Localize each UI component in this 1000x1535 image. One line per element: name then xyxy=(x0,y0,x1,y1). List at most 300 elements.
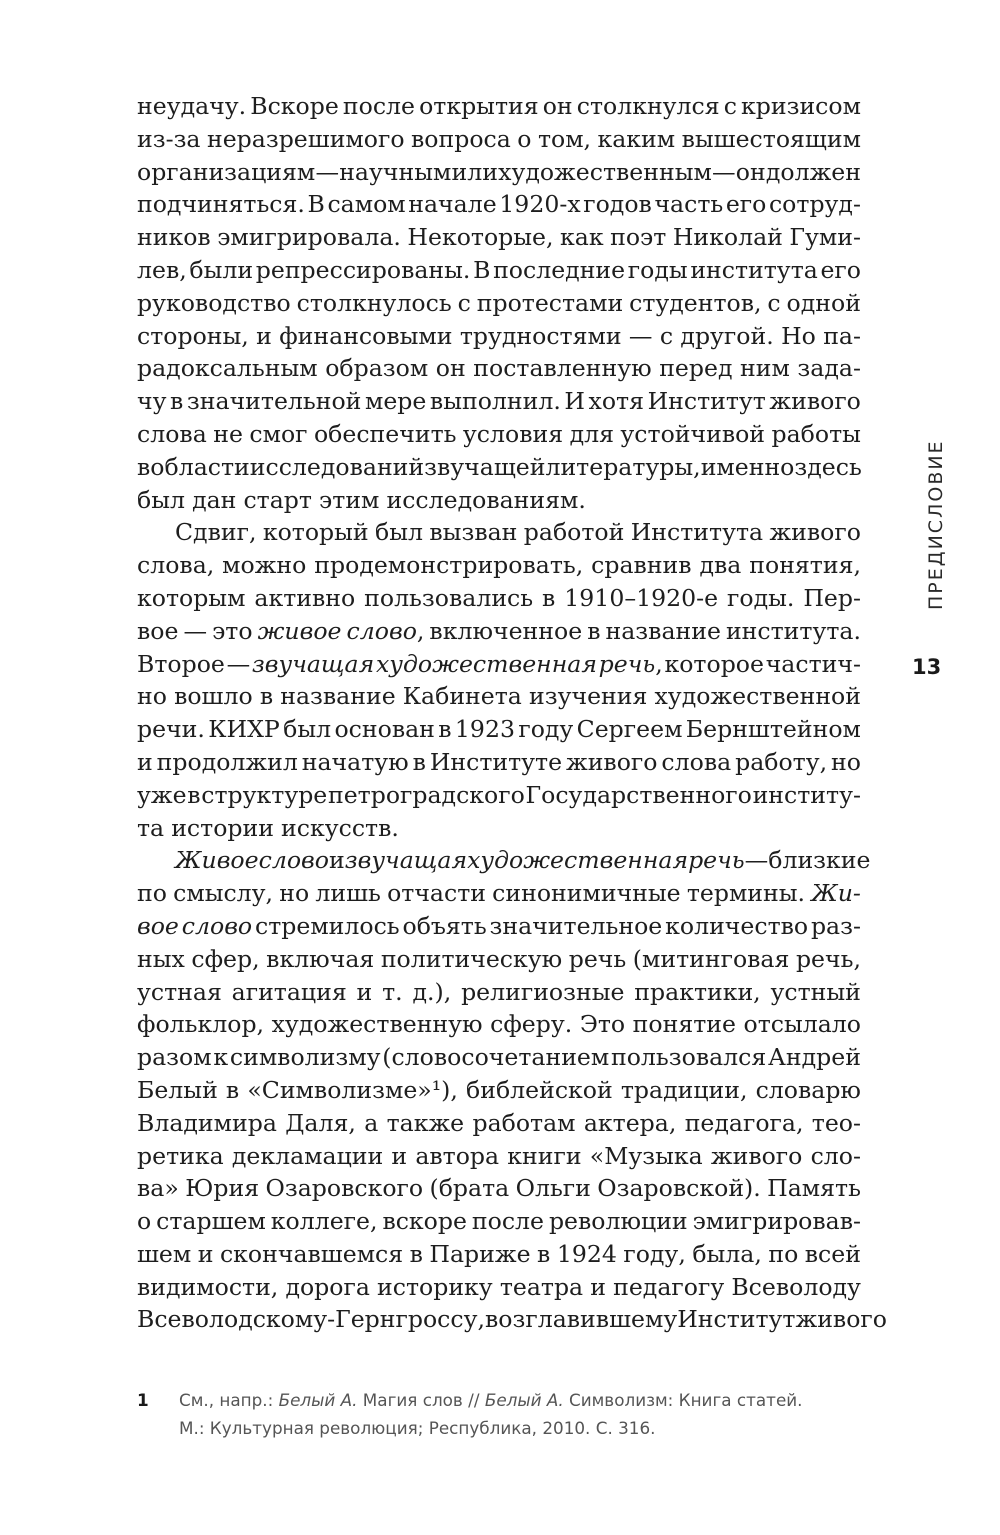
word-segment: начатую xyxy=(301,747,409,776)
word-segment: актера, xyxy=(583,1108,677,1137)
word xyxy=(260,680,273,713)
word xyxy=(735,746,827,779)
footnote-text: Белый А. xyxy=(484,1390,564,1410)
word xyxy=(280,680,395,713)
word xyxy=(175,844,259,877)
word-segment: и xyxy=(329,846,345,875)
word xyxy=(314,549,583,582)
word-segment: понятия, xyxy=(749,551,861,580)
word xyxy=(137,943,185,976)
word xyxy=(252,648,374,681)
body-line xyxy=(137,746,861,779)
word-segment: религиозные xyxy=(461,977,625,1006)
body-line xyxy=(137,1238,861,1271)
word xyxy=(407,221,553,254)
word-segment: он xyxy=(735,157,766,186)
word-segment: И xyxy=(564,387,585,416)
body-line xyxy=(137,1041,861,1074)
word-segment: но xyxy=(137,682,167,711)
word xyxy=(665,910,808,943)
word xyxy=(795,1303,886,1336)
word xyxy=(499,188,580,221)
word xyxy=(633,943,790,976)
word xyxy=(430,1172,510,1205)
word-segment: том, xyxy=(537,124,592,153)
body-line xyxy=(137,516,861,549)
word xyxy=(590,1271,606,1304)
word-segment: неразрешимого xyxy=(206,124,405,153)
word xyxy=(382,976,403,1009)
word-segment: (брата xyxy=(429,1174,510,1203)
word xyxy=(137,648,225,681)
word-segment: слова xyxy=(661,747,732,776)
word xyxy=(327,188,405,221)
word-segment: , xyxy=(655,649,663,678)
word-segment: живого xyxy=(769,387,861,416)
word xyxy=(811,877,861,910)
word-segment: в xyxy=(542,583,556,612)
word-segment: па- xyxy=(823,321,861,350)
word-segment: одной xyxy=(786,288,861,317)
word-segment: чу xyxy=(137,387,167,416)
word-segment: в xyxy=(225,1075,240,1104)
word xyxy=(391,1140,407,1173)
word-segment: исследований xyxy=(249,452,425,481)
word-segment: фольклор, xyxy=(137,1010,265,1039)
word xyxy=(347,615,425,648)
word-segment: Второе xyxy=(137,649,225,678)
word xyxy=(623,1238,685,1271)
word-segment: финансовыми xyxy=(279,321,453,350)
word xyxy=(285,1271,369,1304)
word-segment: объять xyxy=(402,911,487,940)
word xyxy=(137,976,222,1009)
word xyxy=(538,123,591,156)
word xyxy=(766,648,861,681)
footnote-line xyxy=(137,1386,861,1414)
word-segment: дан xyxy=(192,485,237,514)
word-segment: Даля, xyxy=(285,1108,356,1137)
body-line xyxy=(137,1172,861,1205)
word xyxy=(811,910,861,943)
word-segment: синонимичные xyxy=(492,879,681,908)
word-segment: в xyxy=(170,387,184,416)
word xyxy=(701,451,795,484)
word-segment: образом xyxy=(325,354,429,383)
word xyxy=(429,516,517,549)
word-segment: которым xyxy=(137,583,246,612)
word xyxy=(660,320,673,353)
word-segment: работы xyxy=(771,419,861,448)
word xyxy=(591,549,691,582)
word-segment: словарю xyxy=(755,1075,861,1104)
word-segment: именно xyxy=(700,452,795,481)
word-segment: литературы, xyxy=(545,452,701,481)
word xyxy=(429,1238,530,1271)
word xyxy=(256,254,471,287)
word xyxy=(620,418,765,451)
word-segment: столкнулось xyxy=(296,288,452,317)
word xyxy=(820,254,861,287)
word-segment: смыслу, xyxy=(173,879,274,908)
word xyxy=(629,320,653,353)
word xyxy=(256,320,272,353)
word xyxy=(258,615,342,648)
word xyxy=(157,746,298,779)
word-segment: Института xyxy=(630,518,764,547)
word-segment: в xyxy=(187,780,201,809)
word-segment: педагога, xyxy=(684,1108,804,1137)
word xyxy=(766,156,861,189)
word xyxy=(655,680,861,713)
word-segment: выполнил. xyxy=(429,387,561,416)
word-segment: здесь xyxy=(794,452,862,481)
word xyxy=(490,910,663,943)
word-segment: шем xyxy=(137,1239,192,1268)
word xyxy=(564,385,585,418)
word xyxy=(812,1107,861,1140)
word-segment: вошло xyxy=(174,682,253,711)
word-segment: мере xyxy=(364,387,427,416)
body-line xyxy=(137,1140,861,1173)
word xyxy=(461,976,624,1009)
word-segment: вышестоящим xyxy=(681,124,861,153)
word-segment: речи. xyxy=(137,715,205,744)
word xyxy=(137,1074,218,1107)
word xyxy=(805,1238,861,1271)
word-segment: художественным xyxy=(498,157,712,186)
word-segment: после xyxy=(342,92,415,120)
word-segment: живого xyxy=(769,518,861,547)
word xyxy=(590,1140,703,1173)
word-segment: вое xyxy=(137,911,179,940)
word xyxy=(263,516,369,549)
word-segment: живого xyxy=(795,1305,887,1334)
word xyxy=(690,254,818,287)
word-segment: о xyxy=(517,124,532,153)
word xyxy=(137,418,207,451)
word-segment: годы xyxy=(627,255,688,284)
word xyxy=(387,1107,465,1140)
word-segment: Андрей xyxy=(768,1043,861,1072)
word xyxy=(566,746,657,779)
word-segment: Пер- xyxy=(803,583,861,612)
word xyxy=(436,352,466,385)
word xyxy=(768,1238,798,1271)
word-segment: книги xyxy=(507,1141,582,1170)
word-segment: библейской xyxy=(466,1075,613,1104)
word-segment: петроградского xyxy=(327,780,525,809)
word xyxy=(712,156,736,189)
word-segment: — xyxy=(712,157,736,186)
word xyxy=(386,484,585,517)
word-segment: самом xyxy=(327,190,406,219)
word xyxy=(285,1107,356,1140)
word-segment: термины. xyxy=(686,879,806,908)
word xyxy=(570,418,614,451)
word-segment: название xyxy=(605,616,721,645)
word-segment: отсылало xyxy=(743,1010,861,1039)
word-segment: но xyxy=(279,879,310,908)
word xyxy=(463,418,563,451)
word xyxy=(137,287,291,320)
word-segment: году, xyxy=(623,1239,686,1268)
word-segment: театра xyxy=(499,1272,584,1301)
word xyxy=(137,484,185,517)
word xyxy=(473,254,490,287)
word-segment: в xyxy=(412,747,426,776)
word xyxy=(769,188,861,221)
word xyxy=(230,1041,381,1074)
body-line xyxy=(137,713,861,746)
word xyxy=(137,713,205,746)
body-line xyxy=(137,1303,887,1336)
word xyxy=(174,680,253,713)
word-segment: каким xyxy=(597,124,676,153)
body-line xyxy=(137,1074,861,1107)
word-segment: 1923 xyxy=(454,715,515,744)
word-segment: отчасти xyxy=(387,879,486,908)
word xyxy=(137,352,318,385)
word-segment: и xyxy=(197,1239,214,1268)
word-segment: по xyxy=(137,879,167,908)
word-segment: с xyxy=(457,288,471,317)
body-line xyxy=(137,1205,861,1238)
body-line xyxy=(137,385,861,418)
word xyxy=(769,516,860,549)
word xyxy=(680,320,773,353)
word xyxy=(249,418,307,451)
word-segment: художественную xyxy=(271,1010,483,1039)
word xyxy=(518,713,573,746)
word xyxy=(137,680,167,713)
word-segment: 1920-х xyxy=(499,190,581,219)
word-segment: Государственного xyxy=(525,780,752,809)
body-line xyxy=(137,1271,861,1304)
word xyxy=(137,320,249,353)
word-segment: понятие xyxy=(632,1010,736,1039)
word-segment: протестами xyxy=(476,288,624,317)
word xyxy=(767,1172,861,1205)
word xyxy=(659,352,732,385)
word xyxy=(648,385,766,418)
word-segment: условия xyxy=(462,419,564,448)
word-segment: научным xyxy=(339,157,452,186)
word-segment: Некоторые, xyxy=(407,223,554,252)
word xyxy=(339,156,451,189)
word-segment: революции xyxy=(548,1207,688,1236)
word xyxy=(375,516,423,549)
word xyxy=(175,516,256,549)
word xyxy=(526,779,752,812)
word-segment: педагогу xyxy=(613,1272,725,1301)
word-segment: которое xyxy=(664,649,764,678)
word-segment: вопроса xyxy=(411,124,511,153)
word-segment: не xyxy=(213,419,243,448)
word xyxy=(767,287,780,320)
word-segment: частич- xyxy=(765,649,861,678)
word-segment: лишь xyxy=(315,879,381,908)
footnote-text: Магия слов // xyxy=(357,1390,485,1410)
word-segment: обеспечить xyxy=(313,419,457,448)
running-head: ПРЕДИСЛОВИЕ xyxy=(925,439,947,610)
word-segment: слова xyxy=(137,419,207,448)
word-segment: с xyxy=(767,288,781,317)
word-segment: и xyxy=(590,1272,606,1301)
word xyxy=(726,188,767,221)
word xyxy=(308,188,325,221)
word-segment: сфер, xyxy=(191,944,260,973)
word xyxy=(587,615,600,648)
word xyxy=(171,812,274,845)
word xyxy=(584,1107,677,1140)
word xyxy=(794,451,861,484)
word-segment: живого xyxy=(710,1141,803,1170)
word xyxy=(781,320,816,353)
word-segment: основан xyxy=(334,715,435,744)
word xyxy=(430,746,562,779)
word xyxy=(403,910,487,943)
word xyxy=(682,123,861,156)
word xyxy=(797,352,861,385)
word-segment: эмигрировав- xyxy=(692,1207,861,1236)
word-segment: также xyxy=(386,1108,465,1137)
word-segment: эмигрировала. xyxy=(217,223,401,252)
word xyxy=(477,287,623,320)
word xyxy=(325,352,428,385)
word-segment: или xyxy=(451,157,498,186)
word xyxy=(485,1303,677,1336)
word-segment: области xyxy=(150,452,250,481)
body-line xyxy=(137,418,861,451)
word xyxy=(137,451,150,484)
word-segment: В xyxy=(473,255,491,284)
word-segment: он xyxy=(542,92,573,120)
word xyxy=(315,156,339,189)
word-segment: стремилось xyxy=(254,911,400,940)
word-segment: дорога xyxy=(285,1272,370,1301)
word-segment: исследованиям. xyxy=(386,485,586,514)
word xyxy=(438,713,451,746)
word xyxy=(560,221,604,254)
word xyxy=(673,221,783,254)
word xyxy=(334,713,434,746)
word-segment: и xyxy=(256,321,272,350)
word-segment: 1924 xyxy=(556,1239,617,1268)
footnote xyxy=(137,1386,861,1442)
word xyxy=(693,1205,861,1238)
word xyxy=(823,320,861,353)
word-segment: Всеволоду xyxy=(731,1272,861,1301)
word xyxy=(212,615,252,648)
body-line xyxy=(137,156,861,189)
word xyxy=(467,844,688,877)
word-segment: раз- xyxy=(810,911,861,940)
word xyxy=(613,1271,724,1304)
word xyxy=(213,418,243,451)
word-segment: Белый xyxy=(137,1075,218,1104)
word-segment: в xyxy=(137,452,151,481)
word-segment: близкие xyxy=(768,846,871,875)
word xyxy=(201,779,327,812)
word xyxy=(137,156,315,189)
word-segment: сферу. xyxy=(490,1010,573,1039)
word xyxy=(564,582,718,615)
word xyxy=(543,90,573,123)
word xyxy=(524,516,625,549)
word xyxy=(222,549,306,582)
word xyxy=(429,615,582,648)
word-segment: кризисом xyxy=(741,92,861,120)
word-segment: название xyxy=(280,682,396,711)
word-segment: политическую xyxy=(380,944,563,973)
word-segment: художественная xyxy=(467,846,689,875)
footnote-text: Белый А. xyxy=(278,1390,358,1410)
word-segment: хотя xyxy=(588,387,644,416)
word-segment: художественной xyxy=(654,682,861,711)
word xyxy=(740,352,790,385)
word xyxy=(749,549,861,582)
word xyxy=(137,1041,212,1074)
word xyxy=(232,1140,383,1173)
word xyxy=(731,1271,861,1304)
word xyxy=(685,1107,804,1140)
word-segment: ников xyxy=(137,223,211,252)
body-line xyxy=(137,549,861,582)
word-segment: художественная xyxy=(375,649,597,678)
word xyxy=(403,680,522,713)
word xyxy=(631,516,763,549)
word xyxy=(736,156,766,189)
word-segment: был xyxy=(283,715,332,744)
word xyxy=(170,385,183,418)
footnote-text: См., напр.: xyxy=(179,1390,279,1410)
word xyxy=(490,1008,572,1041)
word-segment: но xyxy=(831,747,861,776)
word xyxy=(787,287,861,320)
word-segment: пользовался xyxy=(611,1043,767,1072)
body-line xyxy=(137,451,861,484)
word-segment: Вскоре xyxy=(250,92,339,120)
word-segment: (митинговая xyxy=(632,944,790,973)
word-segment: работой xyxy=(523,518,625,547)
word xyxy=(744,1008,862,1041)
word-segment: возглавившему xyxy=(485,1305,678,1334)
body-line xyxy=(137,254,861,287)
word xyxy=(137,549,214,582)
word xyxy=(430,385,561,418)
word xyxy=(232,976,347,1009)
word xyxy=(345,844,467,877)
word-segment: т. xyxy=(382,977,403,1006)
word xyxy=(387,877,486,910)
word-segment: Озаровского xyxy=(265,1174,424,1203)
word-segment: для xyxy=(569,419,614,448)
word xyxy=(137,1238,191,1271)
word-segment: этим xyxy=(319,485,380,514)
word-segment: живое xyxy=(257,616,342,645)
word-segment: лев, xyxy=(137,255,187,284)
word xyxy=(137,1140,224,1173)
word xyxy=(577,713,683,746)
word xyxy=(266,943,374,976)
word-segment: , xyxy=(416,616,425,645)
body-line xyxy=(137,910,861,943)
word-segment: репрессированы. xyxy=(255,255,471,284)
word-segment: должен xyxy=(765,157,861,186)
word xyxy=(265,1172,423,1205)
word-segment: работу, xyxy=(735,747,828,776)
